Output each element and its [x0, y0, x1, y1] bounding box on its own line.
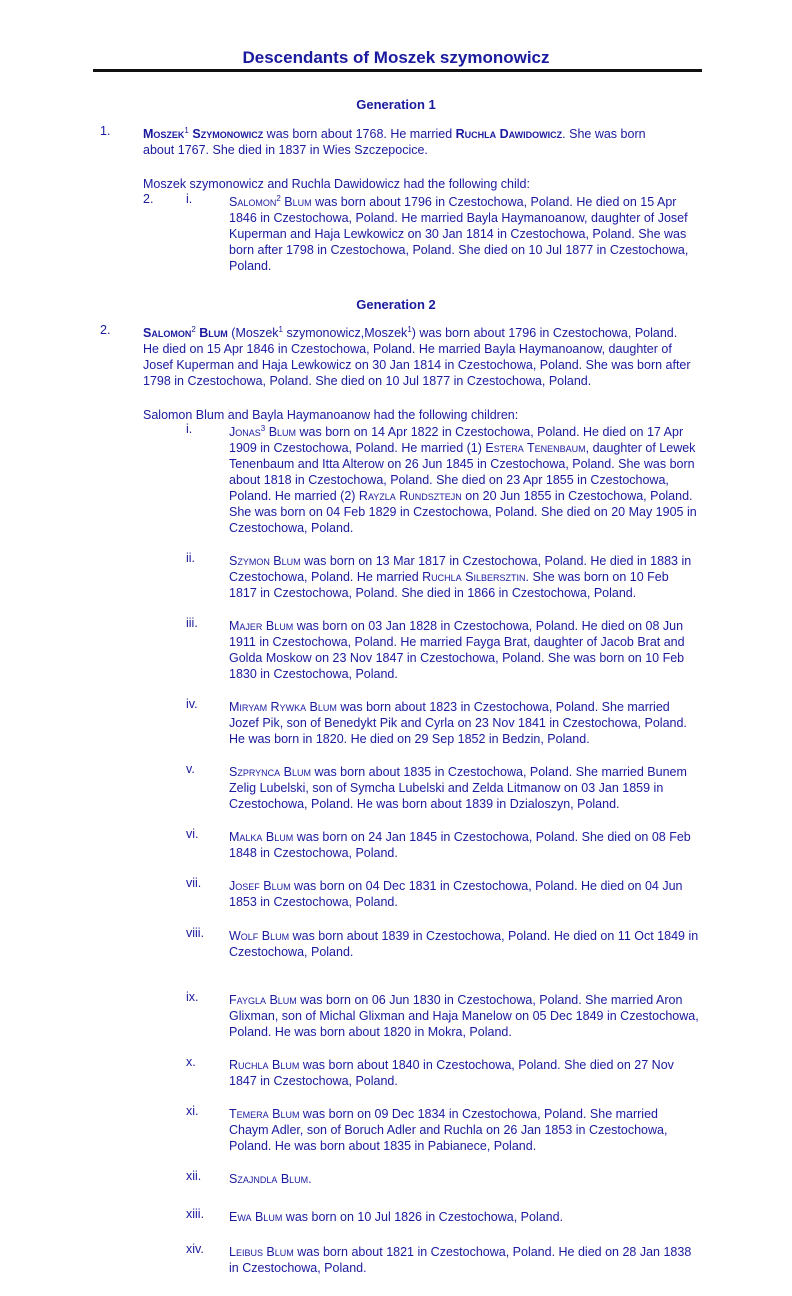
child-roman-numeral: xi.: [186, 1104, 199, 1118]
child-name: Ewa Blum: [229, 1210, 283, 1224]
person-surname: Blum: [199, 326, 228, 340]
child-entry: [229, 1106, 699, 1154]
child-text: . She was born on 10 Feb 1817 in Czestochowa, Poland. She died in 1866 in Czestochowa, Poland.: [229, 570, 669, 600]
child-text: was born on 04 Dec 1831 in Czestochowa, Poland. He died on 04 Jun 1853 in Czestochowa, Poland.: [229, 879, 683, 909]
child-entry: [229, 699, 699, 747]
generation-heading: Generation 1: [356, 97, 436, 112]
child-roman-numeral: iii.: [186, 616, 198, 630]
child-given-name: Jonas: [229, 425, 261, 439]
child-roman-numeral: x.: [186, 1055, 196, 1069]
child-entry: [229, 553, 699, 601]
document-title: Descendants of Moszek szymonowicz: [242, 48, 550, 67]
child-text: .: [308, 1172, 312, 1186]
child-name: Szajndla Blum: [229, 1172, 309, 1186]
child-name: Ruchla Blum: [229, 1058, 300, 1072]
spouse-name: Ruchla Silbersztin: [422, 570, 526, 584]
child-name: Wolf Blum: [229, 929, 290, 943]
person-given-name: Salomon: [143, 326, 192, 340]
child-text: was born on 14 Apr 1822 in Czestochowa, Poland. He died on 17 Apr 1909 in Czestochowa, Poland. He married (1): [229, 425, 684, 455]
child-number: 2.: [143, 192, 154, 206]
child-entry: [229, 1209, 699, 1225]
child-surname: Blum: [284, 195, 312, 209]
child-roman-numeral: vii.: [186, 876, 202, 890]
child-text: was born on 03 Jan 1828 in Czestochowa, Poland. He died on 08 Jun 1911 in Czestochowa, Poland. He married Fayga Brat, daughter of Jacob Brat and Golda Moskow on 23 Nov 1847 in Czestochowa, Poland. She was born on 10 Feb 1830 in Czestochowa, Poland.: [229, 619, 685, 681]
child-entry: [229, 829, 699, 861]
child-entry: [229, 764, 699, 812]
generation-superscript: 2: [276, 193, 281, 203]
child-entry: [229, 878, 699, 910]
child-entry: [229, 1244, 699, 1276]
child-roman-numeral: iv.: [186, 697, 198, 711]
child-roman-numeral: ix.: [186, 990, 199, 1004]
child-entry: [229, 618, 699, 682]
child-text: was born about 1840 in Czestochowa, Poland. She died on 27 Nov 1847 in Czestochowa, Poland.: [229, 1058, 674, 1088]
child-roman-numeral: xiv.: [186, 1242, 204, 1256]
child-roman-numeral: viii.: [186, 926, 205, 940]
child-name: Szymon Blum: [229, 554, 301, 568]
child-entry: [229, 992, 699, 1040]
child-text: was born about 1796 in Czestochowa, Poland. He died on 15 Apr 1846 in Czestochowa, Poland. He married Bayla Haymanoanow, daughter of Josef Kuperman and Haja Lewkowicz on 30 Jan 1814 in Czestochowa, Poland. She was born after 1798 in Czestochowa, Poland. She died on 10 Jul 1877 in Czestochowa, Poland.: [229, 195, 689, 273]
child-text: was born about 1835 in Czestochowa, Poland. She married Bunem Zelig Lubelski, son of Symcha Lubelski and Zelda Litmanow on 03 Jan 1859 in Czestochowa, Poland. He was born about 1839 in Dzialoszyn, Poland.: [229, 765, 687, 811]
child-given-name: Salomon: [229, 195, 277, 209]
child-name: Majer Blum: [229, 619, 294, 633]
child-text: was born on 09 Dec 1834 in Czestochowa, Poland. She married Chaym Adler, son of Boruch Adler and Ruchla on 26 Jan 1853 in Czestochowa, Poland. He was born about 1835 in Pabianece, Poland.: [229, 1107, 668, 1153]
children-intro: Salomon Blum and Bayla Haymanoanow had the following children:: [143, 408, 519, 422]
ancestry-text: szymonowicz,Moszek: [282, 326, 408, 340]
child-roman-numeral: i.: [186, 422, 193, 436]
generation-superscript: 1: [184, 125, 189, 135]
child-name: Faygla Blum: [229, 993, 297, 1007]
child-text: was born on 06 Jun 1830 in Czestochowa, Poland. She married Aron Glixman, son of Michal Glixman and Haja Manelow on 05 Dec 1849 in Czestochowa, Poland. He was born about 1820 in Mokra, Poland.: [229, 993, 699, 1039]
child-name: Malka Blum: [229, 830, 294, 844]
child-name: Josef Blum: [229, 879, 291, 893]
ancestry-superscript: 1: [407, 324, 412, 334]
ancestry-text: (Moszek: [227, 326, 279, 340]
child-roman-numeral: xii.: [186, 1169, 202, 1183]
child-surname: Blum: [268, 425, 297, 439]
child-text: was born on 13 Mar 1817 in Czestochowa, Poland. He died in 1883 in Czestochowa, Poland. He married: [229, 554, 692, 584]
spouse-name: Ruchla Dawidowicz: [455, 127, 563, 141]
generation-superscript: 3: [260, 423, 266, 433]
child-entry: [229, 1171, 699, 1187]
child-name: Temera Blum: [229, 1107, 300, 1121]
child-entry: [229, 1057, 699, 1089]
child-roman-numeral: ii.: [186, 551, 196, 565]
child-name: Miryam Rywka Blum: [229, 700, 337, 714]
child-text: was born on 24 Jan 1845 in Czestochowa, Poland. She died on 08 Feb 1848 in Czestochowa, Poland.: [229, 830, 691, 860]
child-roman-numeral: vi.: [186, 827, 199, 841]
ancestry-superscript: 1: [278, 324, 283, 334]
child-text: was born on 10 Jul 1826 in Czestochowa, Poland.: [282, 1210, 564, 1224]
person-entry: [143, 325, 691, 389]
child-entry: [229, 194, 699, 274]
child-text: was born about 1823 in Czestochowa, Poland. She married Jozef Pik, son of Benedykt Pik and Cyrla on 23 Nov 1841 in Czestochowa, Poland. He was born in 1820. He died on 29 Sep 1852 in Bedzin, Poland.: [229, 700, 687, 746]
person-given-name: Moszek: [143, 127, 185, 141]
entry-text: . She was born about 1767. She died in 1837 in Wies Szczepocice.: [143, 127, 646, 157]
generation-heading: Generation 2: [356, 297, 436, 312]
person-surname: Szymonowicz: [192, 127, 264, 141]
entry-number: 1.: [100, 124, 111, 138]
child-text: , daughter of Lewek Tenenbaum and Itta Alterow on 26 Jun 1845 in Czestochowa, Poland. She was born about 1818 in Czestochowa, Poland. She died on 23 Apr 1855 in Czestochowa, Poland. He married (2): [229, 441, 696, 503]
generation-superscript: 2: [191, 324, 196, 334]
child-entry: [229, 928, 699, 960]
entry-number: 2.: [100, 323, 111, 337]
child-text: was born about 1821 in Czestochowa, Poland. He died on 28 Jan 1838 in Czestochowa, Poland.: [229, 1245, 692, 1275]
entry-text: ) was born about 1796 in Czestochowa, Poland. He died on 15 Apr 1846 in Czestochowa, Poland. He married Bayla Haymanoanow, daughter of Josef Kuperman and Haja Lewkowicz on 30 Jan 1814 in Czestochowa, Poland. She was born after 1798 in Czestochowa, Poland. She died on 10 Jul 1877 in Czestochowa, Poland.: [143, 326, 691, 388]
child-name: Szprynca Blum: [229, 765, 311, 779]
title-rule: [93, 69, 702, 72]
child-entry: [229, 424, 699, 536]
person-entry: [143, 126, 673, 158]
spouse-name: Estera Tenenbaum: [485, 441, 586, 455]
child-text: was born about 1839 in Czestochowa, Poland. He died on 11 Oct 1849 in Czestochowa, Poland.: [229, 929, 699, 959]
child-roman-numeral: i.: [186, 192, 193, 206]
child-roman-numeral: v.: [186, 762, 195, 776]
child-text: on 20 Jun 1855 in Czestochowa, Poland. She was born on 04 Feb 1829 in Czestochowa, Poland. She died on 20 May 1905 in Czestochowa, Poland.: [229, 489, 697, 535]
child-name: Leibus Blum: [229, 1245, 294, 1259]
spouse-name: Rayzla Rundsztejn: [358, 489, 462, 503]
entry-text: was born about 1768. He married: [263, 127, 456, 141]
child-roman-numeral: xiii.: [186, 1207, 205, 1221]
children-intro: Moszek szymonowicz and Ruchla Dawidowicz had the following child:: [143, 177, 530, 191]
